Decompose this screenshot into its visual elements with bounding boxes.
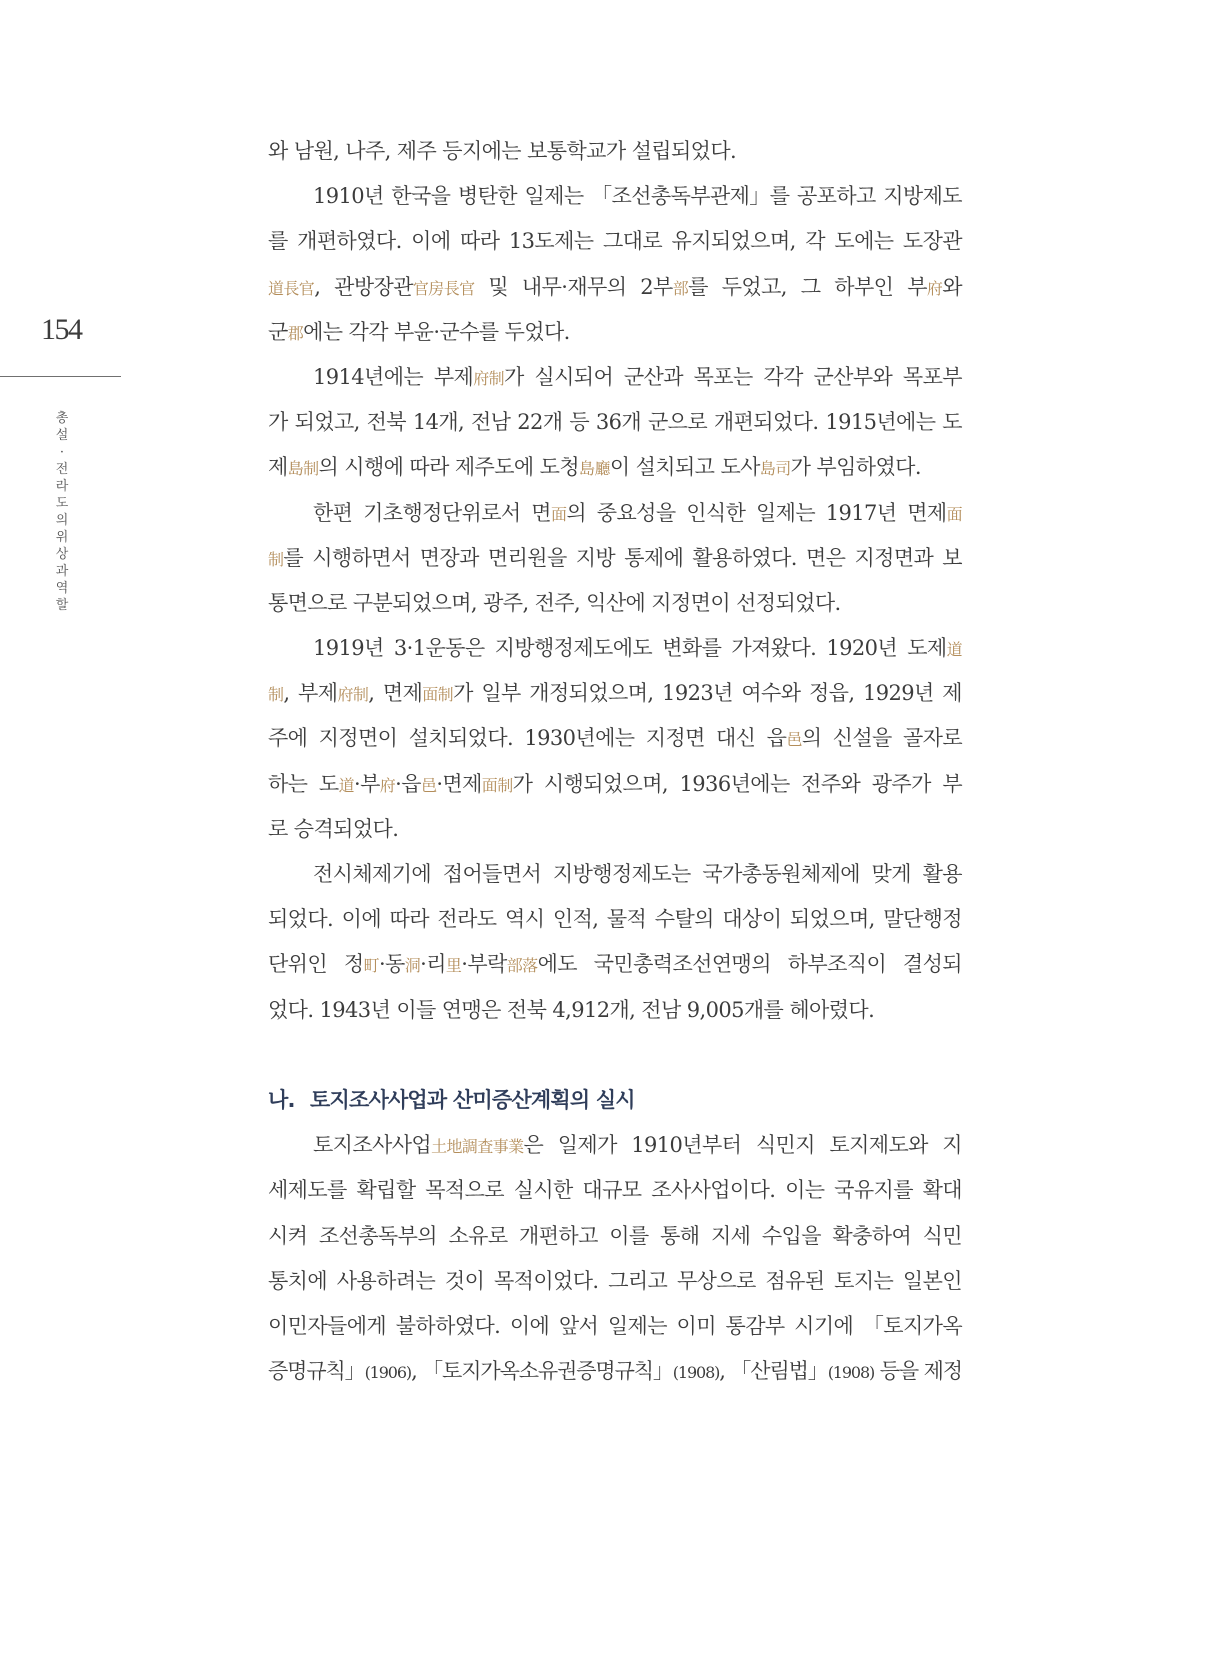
line-content [268, 772, 962, 796]
body-text: , 「토지가옥소유권증명규칙」 [411, 1359, 673, 1384]
hanja-annotation: 道 [946, 640, 962, 660]
body-text: 를 시행하면서 면장과 면리원을 지방 통제에 활용하였다. 면은 지정면과 보 [283, 545, 962, 570]
body-text: 에도 국민총력조선연맹의 하부조직이 결성되 [537, 952, 962, 977]
body-text: 가 되었고, 전북 14개, 전남 22개 등 36개 군으로 개편되었다. 1915년에는 도 [268, 410, 962, 435]
year-note: (1906) [364, 1363, 412, 1383]
line-content [268, 229, 962, 253]
body-text: , 관방장관 [314, 274, 413, 299]
body-text: 의 중요성을 인식한 일제는 1917년 면제 [566, 500, 947, 525]
text-line [268, 626, 962, 671]
body-text: 증명규칙」 [268, 1359, 365, 1384]
body-text: 가 실시되어 군산과 목포는 각각 군산부와 목포부 [504, 364, 962, 389]
text-line [268, 265, 962, 310]
section-heading-label: 나. [268, 1087, 295, 1112]
body-text: 한편 기초행정단위로서 면 [313, 500, 551, 525]
paragraph [268, 1123, 962, 1394]
line-content [268, 139, 736, 163]
hanja-annotation: 邑 [786, 730, 802, 750]
body-text: ·부락 [461, 952, 507, 977]
running-title: 총설 · 전라도의 위상과 역할 [55, 411, 69, 613]
text-line [268, 897, 962, 942]
year-note: (1908) [827, 1363, 875, 1383]
hanja-annotation: 制 [268, 549, 284, 569]
body-text: 의 시행에 따라 제주도에 도청 [318, 455, 580, 480]
body-text: 1919년 3·1운동은 지방행정제도에도 변화를 가져왔다. 1920년 도제 [313, 636, 947, 661]
text-line [268, 1214, 962, 1259]
line-content [268, 681, 962, 705]
paragraph [268, 174, 962, 355]
paragraph [268, 491, 962, 627]
year-note: (1908) [672, 1363, 720, 1383]
body-paragraphs [268, 129, 962, 1033]
body-text: 시켜 조선총독부의 소유로 개편하고 이를 통해 지세 수입을 확충하여 식민 [268, 1223, 962, 1248]
line-content [268, 455, 921, 479]
body-text: 통치에 사용하려는 것이 목적이었다. 그리고 무상으로 점유된 토지는 일본인 [268, 1268, 962, 1293]
body-text: 1914년에는 부제 [313, 364, 474, 389]
hanja-annotation: 面制 [422, 685, 454, 705]
hanja-annotation: 面 [946, 504, 962, 524]
body-text: 토지조사사업 [313, 1133, 432, 1158]
hanja-annotation: 島司 [759, 459, 791, 479]
line-content [313, 501, 962, 525]
text-line [268, 762, 962, 807]
hanja-annotation: 土地調査事業 [431, 1137, 524, 1157]
body-text: 전시체제기에 접어들면서 지방행정제도는 국가총동원체제에 맞게 활용 [313, 862, 962, 886]
line-content [268, 726, 962, 750]
text-line [268, 1168, 962, 1213]
section-heading [268, 1078, 962, 1123]
line-content [268, 1314, 962, 1338]
body-text: 되었다. 이에 따라 전라도 역시 인적, 물적 수탈의 대상이 되었으며, 말단행정 [268, 907, 962, 932]
body-text: 세제도를 확립할 목적으로 실시한 대규모 조사사업이다. 이는 국유지를 확대 [268, 1178, 962, 1203]
text-line [268, 852, 962, 897]
line-content [268, 546, 962, 570]
text-line [268, 1349, 962, 1394]
line-content [268, 952, 962, 976]
body-text: 1910년 한국을 병탄한 일제는 「조선총독부관제」를 공포하고 지방제도 [313, 184, 962, 209]
hanja-annotation: 邑 [420, 775, 437, 795]
text-line [268, 716, 962, 761]
hanja-annotation: 洞 [404, 956, 421, 976]
page-number: 154 [41, 313, 82, 346]
text-line [268, 536, 962, 581]
text-line [268, 1259, 962, 1304]
section-spacer [268, 1033, 962, 1078]
hanja-annotation: 府 [926, 278, 943, 298]
body-text: 로 승격되었다. [268, 816, 399, 841]
hanja-annotation: 制 [268, 685, 284, 705]
body-text: 주에 지정면이 설치되었다. 1930년에는 지정면 대신 읍 [268, 726, 787, 751]
line-content [313, 184, 962, 208]
text-line [268, 671, 962, 716]
hanja-annotation: 郡 [287, 323, 304, 343]
body-text: , 「산림법」 [719, 1359, 828, 1384]
body-text: 단위인 정 [268, 952, 364, 977]
hanja-annotation: 府 [379, 775, 396, 795]
line-content [268, 1359, 962, 1383]
line-content [268, 1224, 962, 1248]
body-text: 통면으로 구분되었으며, 광주, 전주, 익산에 지정면이 선정되었다. [268, 590, 841, 615]
line-content [313, 862, 962, 886]
body-text: 의 신설을 골자로 [801, 726, 963, 751]
body-text: 가 부임하였다. [790, 455, 921, 480]
text-line [268, 807, 962, 852]
body-text: 및 내무·재무의 2부 [474, 274, 673, 299]
hanja-annotation: 官房長官 [412, 278, 475, 298]
text-line [268, 1123, 962, 1168]
body-text: 등을 제정 [874, 1359, 962, 1384]
paragraph [268, 626, 962, 852]
margin-rule [0, 376, 121, 377]
body-text: 은 일제가 1910년부터 식민지 토지제도와 지 [523, 1133, 962, 1158]
line-content [268, 1269, 962, 1293]
text-line [268, 1304, 962, 1349]
paragraph [268, 852, 962, 1033]
body-text: , 부제 [283, 681, 338, 706]
hanja-annotation: 里 [445, 956, 462, 976]
text-line [268, 355, 962, 400]
body-text: 제 [268, 455, 288, 480]
body-text: 가 시행되었으며, 1936년에는 전주와 광주가 부 [512, 771, 963, 796]
text-line [268, 942, 962, 987]
line-content [268, 998, 874, 1022]
hanja-annotation: 面制 [481, 775, 513, 795]
section-paragraphs [268, 1123, 962, 1394]
text-line [268, 491, 962, 536]
body-text: ·읍 [395, 771, 421, 796]
hanja-annotation: 面 [550, 504, 567, 524]
body-text: ·동 [378, 952, 405, 977]
main-text [268, 129, 962, 1394]
line-content [313, 636, 962, 660]
text-line [268, 129, 962, 174]
body-text: 었다. 1943년 이들 연맹은 전북 4,912개, 전남 9,005개를 헤아렸다. [268, 997, 875, 1022]
text-line [268, 988, 962, 1033]
text-line [268, 445, 962, 490]
text-line [268, 310, 962, 355]
body-text: 와 [942, 274, 962, 299]
body-text: ·리 [420, 952, 446, 977]
body-text: 에는 각각 부윤·군수를 두었다. [303, 319, 570, 344]
body-text: 하는 도 [268, 771, 339, 796]
body-text: 를 개편하였다. 이에 따라 13도제는 그대로 유지되었으며, 각 도에는 도장관 [268, 229, 962, 254]
section-heading-title: 토지조사사업과 산미증산계획의 실시 [310, 1087, 635, 1112]
line-content [268, 410, 962, 434]
hanja-annotation: 町 [363, 956, 379, 976]
body-text: 군 [268, 319, 288, 344]
line-content [268, 320, 570, 344]
text-line [268, 400, 962, 445]
line-content [268, 817, 398, 841]
line-content [268, 591, 841, 615]
hanja-annotation: 府制 [337, 685, 369, 705]
line-content [268, 907, 962, 931]
text-line [268, 174, 962, 219]
hanja-annotation: 島廳 [579, 459, 610, 479]
line-content [313, 1133, 962, 1157]
hanja-annotation: 島制 [287, 459, 319, 479]
body-text: 이 설치되고 도사 [609, 455, 760, 480]
hanja-annotation: 部 [672, 278, 689, 298]
text-line [268, 219, 962, 264]
body-text: 를 두었고, 그 하부인 부 [688, 274, 927, 299]
hanja-annotation: 部落 [506, 956, 538, 976]
body-text: 와 남원, 나주, 제주 등지에는 보통학교가 설립되었다. [268, 139, 737, 163]
body-text: , 면제 [368, 681, 423, 706]
paragraph [268, 355, 962, 491]
hanja-annotation: 府制 [473, 368, 504, 388]
hanja-annotation: 道 [338, 775, 354, 795]
body-text: ·면제 [436, 771, 482, 796]
line-content [268, 275, 962, 299]
body-text: 가 일부 개정되었으며, 1923년 여수와 정읍, 1929년 제 [453, 681, 962, 706]
line-content [313, 365, 962, 389]
line-content [268, 1178, 962, 1202]
text-line [268, 581, 962, 626]
paragraph [268, 129, 962, 174]
body-text: 이민자들에게 불하하였다. 이에 앞서 일제는 이미 통감부 시기에 「토지가옥 [268, 1313, 962, 1338]
body-text: ·부 [354, 771, 380, 796]
hanja-annotation: 道長官 [268, 278, 315, 298]
